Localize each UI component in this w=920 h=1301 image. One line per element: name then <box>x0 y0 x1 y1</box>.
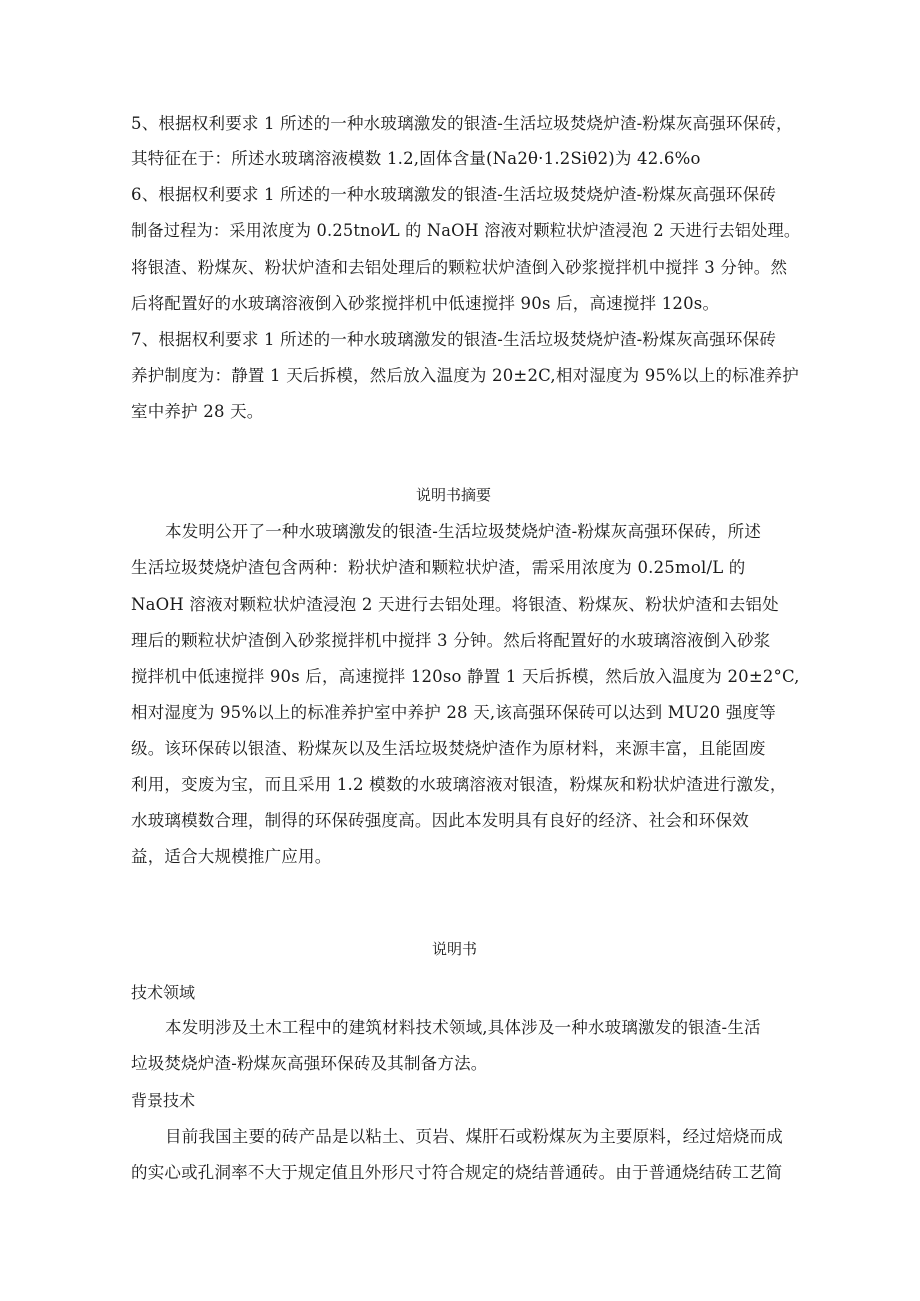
abstract-line-8: 利用，变废为宝，而且采用 1.2 模数的水玻璃溶液对银渣，粉煤灰和粉状炉渣进行激发， <box>131 775 787 794</box>
abstract-line-6: 相对湿度为 95%以上的标准养护室中养护 28 天,该高强环保砖可以达到 MU20 强度等 <box>131 703 776 722</box>
abstract-line-1: 本发明公开了一种水玻璃激发的银渣-生活垃圾焚烧炉渣-粉煤灰高强环保砖，所述 <box>165 522 762 541</box>
claim-6-line-3: 将银渣、粉煤灰、粉状炉渣和去铝处理后的颗粒状炉渣倒入砂浆搅拌机中搅拌 3 分钟。然 <box>131 258 788 277</box>
abstract-line-3: NaOH 溶液对颗粒状炉渣浸泡 2 天进行去铝处理。将银渣、粉煤灰、粉状炉渣和去铝处 <box>131 595 779 614</box>
abstract-line-9: 水玻璃模数合理，制得的环保砖强度高。因此本发明具有良好的经济、社会和环保效 <box>131 811 749 830</box>
claim-7-line-2: 养护制度为：静置 1 天后拆模，然后放入温度为 20±2C,相对湿度为 95%以上的标准养护 <box>131 366 799 385</box>
background-label: 背景技术 <box>131 1091 196 1110</box>
claim-5-line-2: 其特征在于：所述水玻璃溶液模数 1.2,固体含量(Na2θ·1.2Siθ2)为 42.6%o <box>131 149 701 168</box>
description-title: 说明书 <box>432 940 478 958</box>
claim-5-line-1: 5、根据权利要求 1 所述的一种水玻璃激发的银渣-生活垃圾焚烧炉渣-粉煤灰高强环保砖， <box>131 114 793 133</box>
tech-field-label: 技术领域 <box>131 983 196 1002</box>
claim-6-line-2: 制备过程为：采用浓度为 0.25tnol⁄L 的 NaOH 溶液对颗粒状炉渣浸泡 2 天进行去铝处理。 <box>131 221 801 240</box>
tech-field-line-2: 垃圾焚烧炉渣-粉煤灰高强环保砖及其制备方法。 <box>131 1054 488 1073</box>
abstract-line-5: 搅拌机中低速搅拌 90s 后，高速搅拌 120so 静置 1 天后拆模，然后放入温度为 20±2°C, <box>131 667 800 686</box>
abstract-line-10: 益，适合大规模推广应用。 <box>131 847 332 866</box>
claim-6-line-1: 6、根据权利要求 1 所述的一种水玻璃激发的银渣-生活垃圾焚烧炉渣-粉煤灰高强环保砖 <box>131 185 777 204</box>
background-line-1: 目前我国主要的砖产品是以粘土、页岩、煤肝石或粉煤灰为主要原料，经过焙烧而成 <box>165 1127 783 1146</box>
claim-6-line-4: 后将配置好的水玻璃溶液倒入砂浆搅拌机中低速搅拌 90s 后，高速搅拌 120s。 <box>131 294 720 313</box>
claim-7-line-1: 7、根据权利要求 1 所述的一种水玻璃激发的银渣-生活垃圾焚烧炉渣-粉煤灰高强环保砖 <box>131 330 777 349</box>
abstract-title: 说明书摘要 <box>416 486 492 504</box>
abstract-line-2: 生活垃圾焚烧炉渣包含两种：粉状炉渣和颗粒状炉渣，需采用浓度为 0.25mol/L 的 <box>131 558 746 577</box>
abstract-line-4: 理后的颗粒状炉渣倒入砂浆搅拌机中搅拌 3 分钟。然后将配置好的水玻璃溶液倒入砂浆 <box>131 631 771 650</box>
tech-field-line-1: 本发明涉及土木工程中的建筑材料技术领域,具体涉及一种水玻璃激发的银渣-生活 <box>165 1018 761 1037</box>
background-line-2: 的实心或孔洞率不大于规定值且外形尺寸符合规定的烧结普通砖。由于普通烧结砖工艺简 <box>131 1163 783 1182</box>
abstract-line-7: 级。该环保砖以银渣、粉煤灰以及生活垃圾焚烧炉渣作为原材料，来源丰富，且能固废 <box>131 739 766 758</box>
claim-7-line-3: 室中养护 28 天。 <box>131 402 264 421</box>
